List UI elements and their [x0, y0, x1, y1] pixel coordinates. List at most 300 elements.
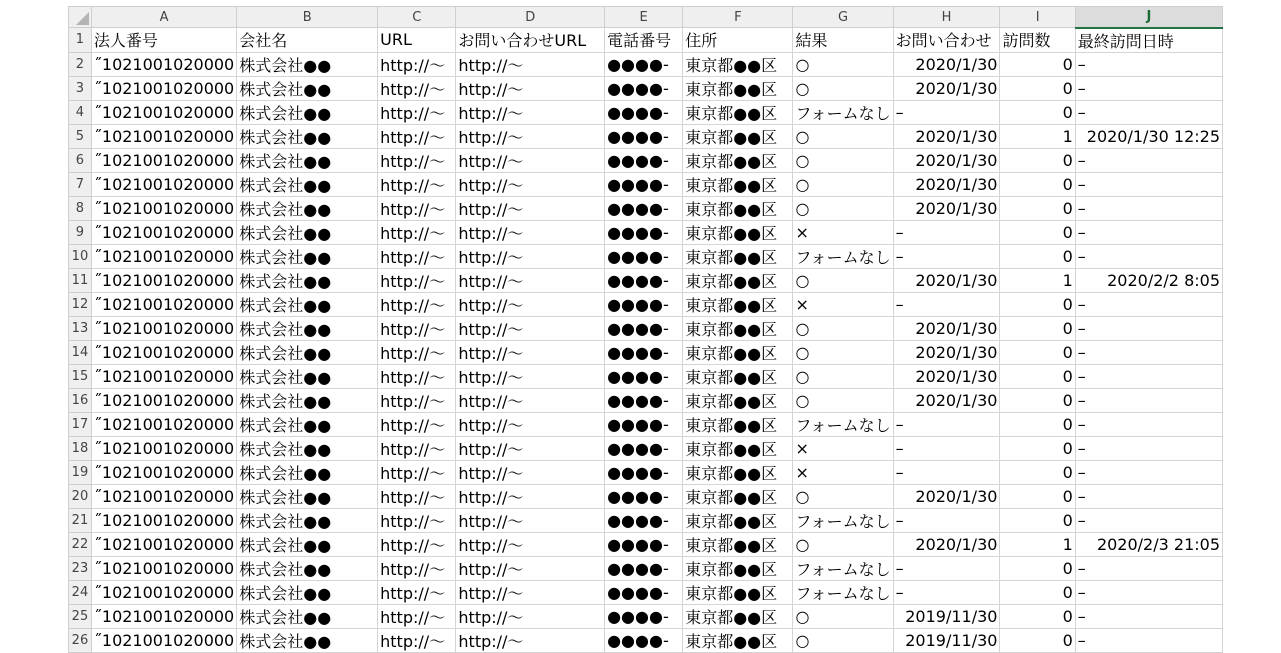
cell-company-name[interactable]: 株式会社●●: [237, 52, 378, 76]
cell-inquiry[interactable]: –: [893, 100, 1000, 124]
cell-address[interactable]: 東京都●●区: [683, 628, 793, 652]
cell-visit-count[interactable]: 0: [1000, 292, 1075, 316]
cell-inquiry[interactable]: 2020/1/30: [893, 172, 1000, 196]
cell-visit-count[interactable]: 0: [1000, 556, 1075, 580]
table-row: [69, 100, 1223, 124]
cell-last-visit[interactable]: –: [1075, 292, 1222, 316]
cell-contact-url[interactable]: http://〜: [456, 460, 605, 484]
cell-visit-count[interactable]: 0: [1000, 52, 1075, 76]
cell-address[interactable]: 東京都●●区: [683, 268, 793, 292]
cell-address[interactable]: 東京都●●区: [683, 508, 793, 532]
cell-last-visit[interactable]: –: [1075, 364, 1222, 388]
cell-result[interactable]: ○: [793, 340, 893, 364]
cell-last-visit[interactable]: –: [1075, 508, 1222, 532]
cell-phone[interactable]: ●●●●-: [605, 316, 683, 340]
cell-corporate-number[interactable]: ˝1021001020000: [91, 388, 236, 412]
cell-company-name[interactable]: 株式会社●●: [237, 412, 378, 436]
cell-header-url[interactable]: URL: [378, 28, 456, 53]
cell-corporate-number[interactable]: ˝1021001020000: [91, 100, 236, 124]
cell-company-name[interactable]: 株式会社●●: [237, 100, 378, 124]
cell-contact-url[interactable]: http://〜: [456, 436, 605, 460]
cell-address[interactable]: 東京都●●区: [683, 436, 793, 460]
column-header-h[interactable]: H: [893, 7, 1000, 28]
cell-contact-url[interactable]: http://〜: [456, 196, 605, 220]
cell-result[interactable]: ○: [793, 124, 893, 148]
cell-phone[interactable]: ●●●●-: [605, 244, 683, 268]
row-header[interactable]: 24: [69, 580, 92, 604]
row-header[interactable]: 2: [69, 52, 92, 76]
cell-result[interactable]: ×: [793, 220, 893, 244]
cell-phone[interactable]: ●●●●-: [605, 124, 683, 148]
cell-company-name[interactable]: 株式会社●●: [237, 604, 378, 628]
cell-contact-url[interactable]: http://〜: [456, 292, 605, 316]
cell-corporate-number[interactable]: ˝1021001020000: [91, 580, 236, 604]
cell-company-name[interactable]: 株式会社●●: [237, 364, 378, 388]
row-header[interactable]: 18: [69, 436, 92, 460]
cell-last-visit[interactable]: –: [1075, 52, 1222, 76]
cell-url[interactable]: http://〜: [378, 292, 456, 316]
cell-corporate-number[interactable]: ˝1021001020000: [91, 556, 236, 580]
cell-header-company-name[interactable]: 会社名: [237, 28, 378, 53]
cell-url[interactable]: http://〜: [378, 316, 456, 340]
cell-inquiry[interactable]: 2020/1/30: [893, 76, 1000, 100]
cell-company-name[interactable]: 株式会社●●: [237, 76, 378, 100]
cell-address[interactable]: 東京都●●区: [683, 148, 793, 172]
cell-visit-count[interactable]: 0: [1000, 220, 1075, 244]
cell-address[interactable]: 東京都●●区: [683, 388, 793, 412]
cell-last-visit[interactable]: 2020/1/30 12:25: [1075, 124, 1222, 148]
cell-contact-url[interactable]: http://〜: [456, 220, 605, 244]
cell-address[interactable]: 東京都●●区: [683, 124, 793, 148]
cell-url[interactable]: http://〜: [378, 412, 456, 436]
cell-result[interactable]: ○: [793, 604, 893, 628]
cell-inquiry[interactable]: 2020/1/30: [893, 148, 1000, 172]
cell-visit-count[interactable]: 1: [1000, 268, 1075, 292]
cell-url[interactable]: http://〜: [378, 52, 456, 76]
cell-contact-url[interactable]: http://〜: [456, 172, 605, 196]
cell-last-visit[interactable]: –: [1075, 316, 1222, 340]
row-header[interactable]: 21: [69, 508, 92, 532]
cell-phone[interactable]: ●●●●-: [605, 220, 683, 244]
cell-corporate-number[interactable]: ˝1021001020000: [91, 436, 236, 460]
cell-result[interactable]: ○: [793, 268, 893, 292]
cell-result[interactable]: ○: [793, 52, 893, 76]
cell-url[interactable]: http://〜: [378, 100, 456, 124]
cell-url[interactable]: http://〜: [378, 268, 456, 292]
cell-header-corporate-number[interactable]: 法人番号: [91, 28, 236, 53]
cell-header-contact-url[interactable]: お問い合わせURL: [456, 28, 605, 53]
cell-result[interactable]: ○: [793, 172, 893, 196]
cell-address[interactable]: 東京都●●区: [683, 556, 793, 580]
cell-corporate-number[interactable]: ˝1021001020000: [91, 628, 236, 652]
cell-address[interactable]: 東京都●●区: [683, 460, 793, 484]
cell-url[interactable]: http://〜: [378, 508, 456, 532]
cell-contact-url[interactable]: http://〜: [456, 556, 605, 580]
cell-contact-url[interactable]: http://〜: [456, 604, 605, 628]
cell-last-visit[interactable]: –: [1075, 556, 1222, 580]
cell-contact-url[interactable]: http://〜: [456, 100, 605, 124]
cell-last-visit[interactable]: –: [1075, 340, 1222, 364]
cell-visit-count[interactable]: 0: [1000, 196, 1075, 220]
column-header-c[interactable]: C: [378, 7, 456, 28]
cell-phone[interactable]: ●●●●-: [605, 508, 683, 532]
row-header[interactable]: 26: [69, 628, 92, 652]
cell-corporate-number[interactable]: ˝1021001020000: [91, 268, 236, 292]
cell-company-name[interactable]: 株式会社●●: [237, 532, 378, 556]
cell-last-visit[interactable]: –: [1075, 100, 1222, 124]
cell-corporate-number[interactable]: ˝1021001020000: [91, 292, 236, 316]
cell-address[interactable]: 東京都●●区: [683, 220, 793, 244]
cell-contact-url[interactable]: http://〜: [456, 484, 605, 508]
cell-last-visit[interactable]: –: [1075, 76, 1222, 100]
cell-phone[interactable]: ●●●●-: [605, 340, 683, 364]
cell-contact-url[interactable]: http://〜: [456, 268, 605, 292]
cell-corporate-number[interactable]: ˝1021001020000: [91, 508, 236, 532]
cell-contact-url[interactable]: http://〜: [456, 580, 605, 604]
cell-last-visit[interactable]: –: [1075, 604, 1222, 628]
cell-visit-count[interactable]: 0: [1000, 436, 1075, 460]
cell-url[interactable]: http://〜: [378, 340, 456, 364]
cell-url[interactable]: http://〜: [378, 76, 456, 100]
cell-contact-url[interactable]: http://〜: [456, 532, 605, 556]
cell-header-result[interactable]: 結果: [793, 28, 893, 53]
cell-inquiry[interactable]: –: [893, 292, 1000, 316]
column-header-d[interactable]: D: [456, 7, 605, 28]
cell-phone[interactable]: ●●●●-: [605, 556, 683, 580]
table-row: [69, 460, 1223, 484]
cell-url[interactable]: http://〜: [378, 388, 456, 412]
cell-contact-url[interactable]: http://〜: [456, 124, 605, 148]
cell-url[interactable]: http://〜: [378, 556, 456, 580]
cell-result[interactable]: フォームなし: [793, 412, 893, 436]
select-all-corner[interactable]: [69, 7, 92, 28]
cell-phone[interactable]: ●●●●-: [605, 580, 683, 604]
row-header[interactable]: 16: [69, 388, 92, 412]
cell-inquiry[interactable]: –: [893, 436, 1000, 460]
cell-visit-count[interactable]: 0: [1000, 100, 1075, 124]
cell-corporate-number[interactable]: ˝1021001020000: [91, 172, 236, 196]
column-header-g[interactable]: G: [793, 7, 893, 28]
cell-address[interactable]: 東京都●●区: [683, 244, 793, 268]
cell-company-name[interactable]: 株式会社●●: [237, 340, 378, 364]
cell-address[interactable]: 東京都●●区: [683, 172, 793, 196]
cell-address[interactable]: 東京都●●区: [683, 196, 793, 220]
cell-result[interactable]: ○: [793, 484, 893, 508]
cell-inquiry[interactable]: 2020/1/30: [893, 316, 1000, 340]
cell-address[interactable]: 東京都●●区: [683, 604, 793, 628]
cell-header-last-visit[interactable]: 最終訪問日時: [1075, 28, 1222, 53]
cell-address[interactable]: 東京都●●区: [683, 292, 793, 316]
cell-result[interactable]: フォームなし: [793, 580, 893, 604]
cell-visit-count[interactable]: 0: [1000, 172, 1075, 196]
cell-url[interactable]: http://〜: [378, 364, 456, 388]
cell-inquiry[interactable]: 2020/1/30: [893, 340, 1000, 364]
cell-phone[interactable]: ●●●●-: [605, 364, 683, 388]
cell-result[interactable]: ○: [793, 316, 893, 340]
cell-inquiry[interactable]: 2020/1/30: [893, 388, 1000, 412]
cell-company-name[interactable]: 株式会社●●: [237, 508, 378, 532]
cell-last-visit[interactable]: –: [1075, 412, 1222, 436]
cell-result[interactable]: ○: [793, 364, 893, 388]
cell-company-name[interactable]: 株式会社●●: [237, 580, 378, 604]
cell-url[interactable]: http://〜: [378, 628, 456, 652]
cell-inquiry[interactable]: 2019/11/30: [893, 628, 1000, 652]
cell-contact-url[interactable]: http://〜: [456, 148, 605, 172]
row-header[interactable]: 7: [69, 172, 92, 196]
cell-inquiry[interactable]: 2019/11/30: [893, 604, 1000, 628]
cell-corporate-number[interactable]: ˝1021001020000: [91, 340, 236, 364]
cell-company-name[interactable]: 株式会社●●: [237, 388, 378, 412]
column-header-j[interactable]: J: [1075, 7, 1222, 28]
cell-corporate-number[interactable]: ˝1021001020000: [91, 316, 236, 340]
row-header[interactable]: 5: [69, 124, 92, 148]
cell-phone[interactable]: ●●●●-: [605, 388, 683, 412]
cell-contact-url[interactable]: http://〜: [456, 76, 605, 100]
cell-phone[interactable]: ●●●●-: [605, 436, 683, 460]
row-header[interactable]: 12: [69, 292, 92, 316]
row-header[interactable]: 22: [69, 532, 92, 556]
cell-result[interactable]: ○: [793, 388, 893, 412]
cell-company-name[interactable]: 株式会社●●: [237, 436, 378, 460]
cell-last-visit[interactable]: –: [1075, 628, 1222, 652]
cell-result[interactable]: フォームなし: [793, 100, 893, 124]
column-header-b[interactable]: B: [237, 7, 378, 28]
cell-corporate-number[interactable]: ˝1021001020000: [91, 76, 236, 100]
cell-visit-count[interactable]: 0: [1000, 460, 1075, 484]
cell-visit-count[interactable]: 0: [1000, 580, 1075, 604]
cell-contact-url[interactable]: http://〜: [456, 508, 605, 532]
cell-url[interactable]: http://〜: [378, 172, 456, 196]
cell-phone[interactable]: ●●●●-: [605, 268, 683, 292]
cell-visit-count[interactable]: 1: [1000, 124, 1075, 148]
cell-corporate-number[interactable]: ˝1021001020000: [91, 148, 236, 172]
cell-address[interactable]: 東京都●●区: [683, 532, 793, 556]
cell-corporate-number[interactable]: ˝1021001020000: [91, 52, 236, 76]
cell-inquiry[interactable]: 2020/1/30: [893, 52, 1000, 76]
cell-phone[interactable]: ●●●●-: [605, 148, 683, 172]
cell-last-visit[interactable]: –: [1075, 388, 1222, 412]
cell-last-visit[interactable]: –: [1075, 460, 1222, 484]
cell-company-name[interactable]: 株式会社●●: [237, 628, 378, 652]
cell-inquiry[interactable]: 2020/1/30: [893, 364, 1000, 388]
cell-phone[interactable]: ●●●●-: [605, 76, 683, 100]
cell-company-name[interactable]: 株式会社●●: [237, 124, 378, 148]
cell-phone[interactable]: ●●●●-: [605, 412, 683, 436]
cell-inquiry[interactable]: 2020/1/30: [893, 532, 1000, 556]
cell-inquiry[interactable]: –: [893, 580, 1000, 604]
row-header[interactable]: 3: [69, 76, 92, 100]
row-header[interactable]: 4: [69, 100, 92, 124]
cell-corporate-number[interactable]: ˝1021001020000: [91, 364, 236, 388]
cell-inquiry[interactable]: –: [893, 508, 1000, 532]
cell-contact-url[interactable]: http://〜: [456, 628, 605, 652]
row-header[interactable]: 14: [69, 340, 92, 364]
cell-company-name[interactable]: 株式会社●●: [237, 172, 378, 196]
cell-inquiry[interactable]: 2020/1/30: [893, 484, 1000, 508]
cell-phone[interactable]: ●●●●-: [605, 628, 683, 652]
cell-inquiry[interactable]: –: [893, 244, 1000, 268]
cell-visit-count[interactable]: 0: [1000, 340, 1075, 364]
cell-company-name[interactable]: 株式会社●●: [237, 244, 378, 268]
row-header[interactable]: 8: [69, 196, 92, 220]
cell-inquiry[interactable]: –: [893, 556, 1000, 580]
cell-contact-url[interactable]: http://〜: [456, 388, 605, 412]
cell-address[interactable]: 東京都●●区: [683, 100, 793, 124]
cell-company-name[interactable]: 株式会社●●: [237, 220, 378, 244]
cell-last-visit[interactable]: 2020/2/3 21:05: [1075, 532, 1222, 556]
row-header[interactable]: 6: [69, 148, 92, 172]
cell-result[interactable]: ○: [793, 196, 893, 220]
cell-last-visit[interactable]: –: [1075, 172, 1222, 196]
cell-url[interactable]: http://〜: [378, 124, 456, 148]
column-header-a[interactable]: A: [91, 7, 236, 28]
cell-header-visit-count[interactable]: 訪問数: [1000, 28, 1075, 53]
cell-result[interactable]: フォームなし: [793, 244, 893, 268]
cell-url[interactable]: http://〜: [378, 196, 456, 220]
row-header[interactable]: 10: [69, 244, 92, 268]
row-header[interactable]: 25: [69, 604, 92, 628]
column-header-i[interactable]: I: [1000, 7, 1075, 28]
cell-contact-url[interactable]: http://〜: [456, 340, 605, 364]
cell-result[interactable]: ○: [793, 148, 893, 172]
cell-phone[interactable]: ●●●●-: [605, 196, 683, 220]
cell-address[interactable]: 東京都●●区: [683, 484, 793, 508]
cell-visit-count[interactable]: 0: [1000, 244, 1075, 268]
cell-inquiry[interactable]: 2020/1/30: [893, 268, 1000, 292]
cell-header-phone[interactable]: 電話番号: [605, 28, 683, 53]
cell-contact-url[interactable]: http://〜: [456, 364, 605, 388]
cell-result[interactable]: ○: [793, 628, 893, 652]
cell-corporate-number[interactable]: ˝1021001020000: [91, 244, 236, 268]
cell-visit-count[interactable]: 0: [1000, 604, 1075, 628]
cell-address[interactable]: 東京都●●区: [683, 412, 793, 436]
row-header[interactable]: 17: [69, 412, 92, 436]
cell-corporate-number[interactable]: ˝1021001020000: [91, 220, 236, 244]
cell-visit-count[interactable]: 0: [1000, 364, 1075, 388]
cell-company-name[interactable]: 株式会社●●: [237, 556, 378, 580]
column-header-e[interactable]: E: [605, 7, 683, 28]
row-header[interactable]: 23: [69, 556, 92, 580]
cell-inquiry[interactable]: 2020/1/30: [893, 196, 1000, 220]
cell-company-name[interactable]: 株式会社●●: [237, 148, 378, 172]
row-header[interactable]: 19: [69, 460, 92, 484]
cell-address[interactable]: 東京都●●区: [683, 52, 793, 76]
cell-url[interactable]: http://〜: [378, 460, 456, 484]
column-header-f[interactable]: F: [683, 7, 793, 28]
cell-visit-count[interactable]: 0: [1000, 628, 1075, 652]
cell-visit-count[interactable]: 0: [1000, 148, 1075, 172]
cell-address[interactable]: 東京都●●区: [683, 580, 793, 604]
cell-company-name[interactable]: 株式会社●●: [237, 196, 378, 220]
row-header[interactable]: 11: [69, 268, 92, 292]
cell-last-visit[interactable]: –: [1075, 436, 1222, 460]
cell-inquiry[interactable]: –: [893, 220, 1000, 244]
cell-company-name[interactable]: 株式会社●●: [237, 268, 378, 292]
cell-last-visit[interactable]: –: [1075, 244, 1222, 268]
cell-last-visit[interactable]: –: [1075, 484, 1222, 508]
cell-result[interactable]: ×: [793, 460, 893, 484]
cell-visit-count[interactable]: 0: [1000, 508, 1075, 532]
cell-address[interactable]: 東京都●●区: [683, 364, 793, 388]
cell-corporate-number[interactable]: ˝1021001020000: [91, 532, 236, 556]
cell-url[interactable]: http://〜: [378, 148, 456, 172]
table-row: [69, 244, 1223, 268]
cell-last-visit[interactable]: 2020/2/2 8:05: [1075, 268, 1222, 292]
cell-result[interactable]: ○: [793, 532, 893, 556]
cell-company-name[interactable]: 株式会社●●: [237, 484, 378, 508]
cell-inquiry[interactable]: –: [893, 412, 1000, 436]
cell-last-visit[interactable]: –: [1075, 148, 1222, 172]
cell-phone[interactable]: ●●●●-: [605, 532, 683, 556]
cell-corporate-number[interactable]: ˝1021001020000: [91, 124, 236, 148]
cell-result[interactable]: ×: [793, 292, 893, 316]
cell-url[interactable]: http://〜: [378, 580, 456, 604]
cell-url[interactable]: http://〜: [378, 532, 456, 556]
cell-address[interactable]: 東京都●●区: [683, 316, 793, 340]
cell-phone[interactable]: ●●●●-: [605, 100, 683, 124]
cell-inquiry[interactable]: 2020/1/30: [893, 124, 1000, 148]
cell-contact-url[interactable]: http://〜: [456, 316, 605, 340]
cell-url[interactable]: http://〜: [378, 484, 456, 508]
row-header[interactable]: 9: [69, 220, 92, 244]
cell-header-address[interactable]: 住所: [683, 28, 793, 53]
cell-company-name[interactable]: 株式会社●●: [237, 292, 378, 316]
cell-result[interactable]: フォームなし: [793, 556, 893, 580]
cell-corporate-number[interactable]: ˝1021001020000: [91, 484, 236, 508]
cell-visit-count[interactable]: 0: [1000, 412, 1075, 436]
cell-phone[interactable]: ●●●●-: [605, 292, 683, 316]
cell-result[interactable]: ○: [793, 76, 893, 100]
cell-phone[interactable]: ●●●●-: [605, 484, 683, 508]
cell-contact-url[interactable]: http://〜: [456, 52, 605, 76]
row-header[interactable]: 15: [69, 364, 92, 388]
cell-corporate-number[interactable]: ˝1021001020000: [91, 604, 236, 628]
cell-company-name[interactable]: 株式会社●●: [237, 316, 378, 340]
cell-corporate-number[interactable]: ˝1021001020000: [91, 196, 236, 220]
cell-visit-count[interactable]: 1: [1000, 532, 1075, 556]
cell-url[interactable]: http://〜: [378, 244, 456, 268]
cell-header-inquiry[interactable]: お問い合わせ: [893, 28, 1000, 53]
cell-contact-url[interactable]: http://〜: [456, 412, 605, 436]
cell-visit-count[interactable]: 0: [1000, 316, 1075, 340]
cell-last-visit[interactable]: –: [1075, 196, 1222, 220]
cell-address[interactable]: 東京都●●区: [683, 340, 793, 364]
cell-last-visit[interactable]: –: [1075, 220, 1222, 244]
cell-corporate-number[interactable]: ˝1021001020000: [91, 412, 236, 436]
cell-visit-count[interactable]: 0: [1000, 388, 1075, 412]
cell-corporate-number[interactable]: ˝1021001020000: [91, 460, 236, 484]
cell-url[interactable]: http://〜: [378, 436, 456, 460]
cell-phone[interactable]: ●●●●-: [605, 460, 683, 484]
cell-visit-count[interactable]: 0: [1000, 484, 1075, 508]
cell-visit-count[interactable]: 0: [1000, 76, 1075, 100]
cell-address[interactable]: 東京都●●区: [683, 76, 793, 100]
cell-company-name[interactable]: 株式会社●●: [237, 460, 378, 484]
cell-inquiry[interactable]: –: [893, 460, 1000, 484]
row-header[interactable]: 1: [69, 28, 92, 53]
row-header[interactable]: 13: [69, 316, 92, 340]
cell-phone[interactable]: ●●●●-: [605, 172, 683, 196]
cell-result[interactable]: ×: [793, 436, 893, 460]
row-header[interactable]: 20: [69, 484, 92, 508]
cell-contact-url[interactable]: http://〜: [456, 244, 605, 268]
cell-phone[interactable]: ●●●●-: [605, 604, 683, 628]
cell-last-visit[interactable]: –: [1075, 580, 1222, 604]
cell-url[interactable]: http://〜: [378, 604, 456, 628]
cell-result[interactable]: フォームなし: [793, 508, 893, 532]
cell-phone[interactable]: ●●●●-: [605, 52, 683, 76]
cell-url[interactable]: http://〜: [378, 220, 456, 244]
